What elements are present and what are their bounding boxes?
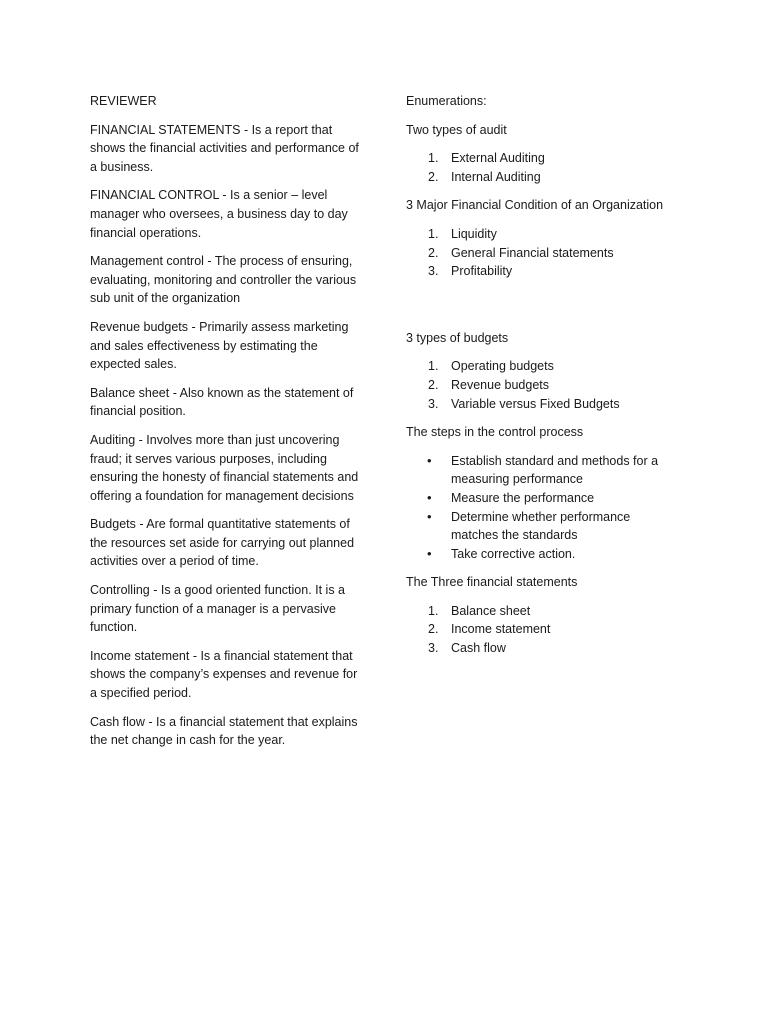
list-item: • Measure the performance [406,489,676,508]
list-item: 1. Balance sheet [406,602,676,621]
definition-auditing: Auditing - Involves more than just uncovering fraud; it serves various purposes, including ensuring the honesty of financial statements and offering a foundation for management decisions [90,432,359,503]
bullet-icon: • [427,545,432,561]
list-item: 2. Income statement [406,620,676,639]
list-item: 3. Profitability [406,262,676,281]
statements-list [406,602,676,658]
list-item: 1. External Auditing [406,149,676,168]
list-item: 1. Liquidity [406,225,676,244]
list-item: 2. Internal Auditing [406,168,676,187]
list-number: 1. [428,359,439,374]
spacer [406,291,676,329]
list-number: 2. [428,245,439,260]
conditions-heading: 3 Major Financial Condition of an Organization [406,198,664,213]
audit-heading: Two types of audit [406,122,507,137]
bullet-icon: • [427,508,432,524]
definition-management-control: Management control - The process of ensuring, evaluating, monitoring and controller the various sub unit of the organization [90,254,357,306]
audit-list [406,149,676,186]
definition-balance-sheet: Balance sheet - Also known as the statement of financial position. [90,385,354,419]
definition-cash-flow: Cash flow - Is a financial statement that explains the net change in cash for the year. [90,714,358,748]
list-number: 1. [428,226,439,241]
list-number: 3. [428,641,439,656]
list-item: 3. Variable versus Fixed Budgets [406,395,676,414]
bullet-icon: • [427,452,432,468]
list-number: 3. [428,396,439,411]
list-number: 2. [428,169,439,184]
list-item: 1. Operating budgets [406,357,676,376]
list-number: 2. [428,622,439,637]
enumerations-title: Enumerations: [406,94,487,108]
budgets-heading: 3 types of budgets [406,330,509,345]
definition-budgets: Budgets - Are formal quantitative statements of the resources set aside for carrying out planned activities over a period of time. [90,517,355,569]
definition-revenue-budgets: Revenue budgets - Primarily assess marketing and sales effectiveness by estimating the expected sales. [90,319,349,372]
list-item: 3. Cash flow [406,639,676,658]
list-number: 2. [428,377,439,392]
right-column [406,92,676,668]
definition-financial-statements: FINANCIAL STATEMENTS - Is a report that shows the financial activities and performance of a business. [90,122,359,174]
definition-financial-control: FINANCIAL CONTROL - Is a senior – level manager who oversees, a business day to day financial operations. [90,188,348,240]
budgets-list [406,357,676,413]
list-number: 1. [428,151,439,166]
list-number: 3. [428,264,439,279]
list-item: • Take corrective action. [406,545,676,564]
list-item: 2. General Financial statements [406,244,676,263]
list-item: 2. Revenue budgets [406,376,676,395]
list-number: 1. [428,603,439,618]
list-item: • Establish standard and methods for a measuring performance [427,452,659,487]
definition-controlling: Controlling - Is a good oriented function. It is a primary function of a manager is a pervasive function. [90,583,346,635]
reviewer-title: REVIEWER [90,94,157,108]
steps-list [406,452,676,564]
steps-heading: The steps in the control process [406,425,584,440]
left-column [90,92,362,760]
conditions-list [406,225,676,281]
statements-heading: The Three financial statements [406,575,578,590]
list-item: • Determine whether performance matches the standards [427,508,631,543]
bullet-icon: • [427,489,432,505]
definition-income-statement: Income statement - Is a financial statement that shows the company’s expenses and revenue for a specified period. [90,648,358,701]
